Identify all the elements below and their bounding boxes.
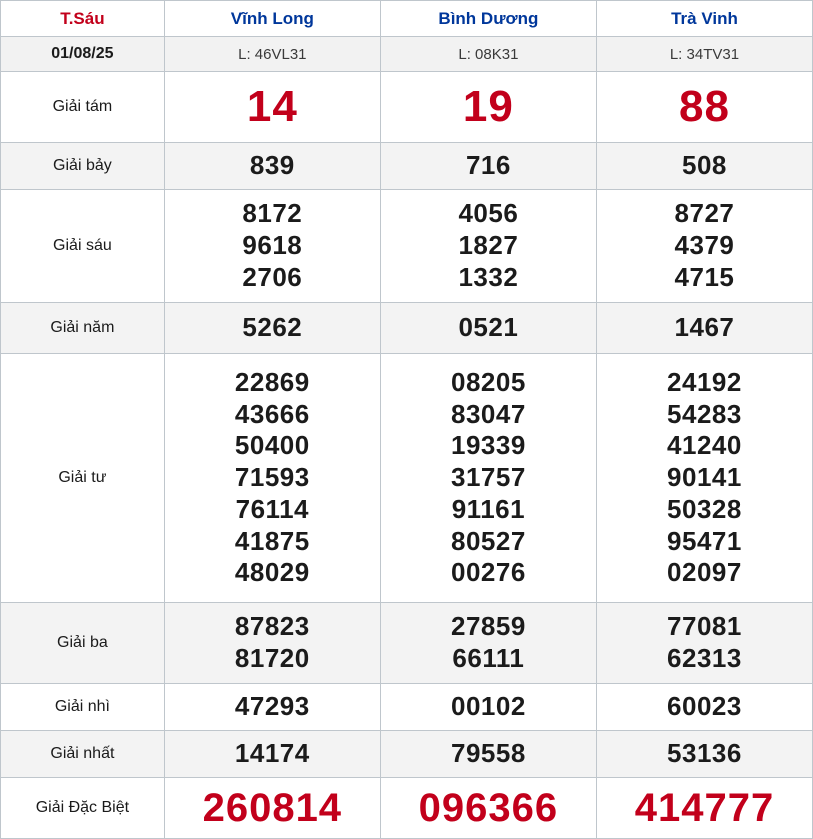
prize-numbers	[164, 303, 380, 354]
prize-numbers	[380, 684, 596, 731]
prize-row	[1, 143, 813, 190]
prize-label: Giải tám	[1, 72, 165, 143]
ticket-code-1: L: 46VL31	[164, 37, 380, 72]
prize-numbers	[596, 684, 812, 731]
prize-label: Giải năm	[1, 303, 165, 354]
prize-number: 60023	[667, 691, 742, 722]
prize-numbers	[380, 190, 596, 303]
prize-numbers	[596, 303, 812, 354]
prize-number: 08205	[450, 366, 526, 397]
prize-row	[1, 354, 813, 603]
prize-number: 4379	[674, 230, 735, 261]
prize-row	[1, 684, 813, 731]
prize-numbers	[596, 143, 812, 190]
prize-row	[1, 190, 813, 303]
prize-number: 22869	[234, 366, 310, 397]
prize-number: 14174	[234, 738, 310, 769]
prize-number: 54283	[667, 398, 742, 429]
prize-number: 91161	[451, 493, 526, 524]
date-code-row	[1, 37, 813, 72]
prize-numbers	[596, 190, 812, 303]
prize-numbers	[380, 72, 596, 143]
prize-number: 14	[246, 81, 298, 131]
prize-number: 1332	[458, 261, 519, 292]
prize-number: 00102	[450, 691, 526, 722]
prize-number: 95471	[667, 525, 742, 556]
prize-number: 2706	[242, 261, 303, 292]
prize-numbers	[380, 778, 596, 839]
prize-number: 508	[682, 150, 727, 181]
prize-row	[1, 778, 813, 839]
prize-number: 414777	[634, 785, 775, 830]
prize-row	[1, 603, 813, 684]
prize-number: 5262	[242, 312, 303, 343]
prize-numbers	[596, 603, 812, 684]
prize-number: 87823	[234, 611, 310, 642]
ticket-code-2: L: 08K31	[380, 37, 596, 72]
prize-number: 76114	[235, 493, 310, 524]
prize-number: 79558	[450, 738, 526, 769]
prize-numbers	[380, 731, 596, 778]
prize-number: 48029	[234, 557, 310, 588]
prize-number: 1467	[674, 312, 735, 343]
prize-number: 260814	[202, 785, 343, 830]
prize-numbers	[164, 603, 380, 684]
prize-label: Giải tư	[1, 354, 165, 603]
prize-number: 71593	[234, 462, 310, 493]
prize-number: 24192	[667, 366, 742, 397]
prize-number: 50328	[667, 493, 742, 524]
prize-number: 66111	[452, 643, 525, 673]
header-weekday	[1, 1, 165, 37]
weekday-label: T.Sáu	[60, 8, 105, 28]
prize-numbers	[380, 303, 596, 354]
prize-numbers	[380, 354, 596, 603]
prize-number: 81720	[234, 643, 310, 673]
prize-number: 50400	[234, 430, 310, 461]
header-province-1: Vĩnh Long	[164, 1, 380, 37]
prize-numbers	[596, 354, 812, 603]
prize-number: 90141	[667, 462, 742, 493]
prize-numbers	[596, 731, 812, 778]
prize-number: 43666	[234, 398, 310, 429]
prize-number: 716	[465, 150, 511, 181]
prize-numbers	[596, 778, 812, 839]
prize-number: 27859	[450, 611, 526, 642]
prize-number: 47293	[234, 691, 310, 722]
prize-label: Giải Đặc Biệt	[1, 778, 165, 839]
prize-label: Giải bảy	[1, 143, 165, 190]
prize-row	[1, 731, 813, 778]
prize-number: 53136	[667, 738, 742, 769]
prize-number: 80527	[450, 525, 526, 556]
ticket-code-3: L: 34TV31	[596, 37, 812, 72]
prize-number: 8172	[242, 198, 303, 229]
prize-number: 00276	[450, 557, 526, 588]
prize-number: 41875	[234, 525, 310, 556]
prize-number: 19	[462, 81, 514, 131]
prize-number: 4056	[458, 198, 519, 229]
prize-number: 839	[249, 150, 295, 181]
prize-row	[1, 72, 813, 143]
prize-numbers	[164, 354, 380, 603]
prize-numbers	[164, 72, 380, 143]
table-header-row	[1, 1, 813, 37]
draw-date: 01/08/25	[1, 37, 165, 72]
prize-number: 9618	[242, 230, 303, 261]
prize-numbers	[596, 72, 812, 143]
prize-number: 19339	[450, 430, 526, 461]
prize-numbers	[380, 603, 596, 684]
prize-number: 02097	[667, 557, 742, 588]
prize-number: 62313	[667, 643, 742, 673]
prize-numbers	[164, 778, 380, 839]
prize-number: 0521	[458, 312, 519, 343]
prize-row	[1, 303, 813, 354]
prize-number: 31757	[450, 462, 526, 493]
prize-number: 41240	[667, 430, 742, 461]
header-province-3: Trà Vinh	[596, 1, 812, 37]
prize-number: 4715	[674, 261, 735, 292]
header-province-2: Bình Dương	[380, 1, 596, 37]
prize-number: 1827	[458, 230, 519, 261]
prize-numbers	[164, 143, 380, 190]
prize-number: 83047	[450, 398, 526, 429]
prize-numbers	[380, 143, 596, 190]
prize-number: 77081	[667, 611, 742, 642]
prize-number: 88	[678, 81, 730, 131]
prize-label: Giải sáu	[1, 190, 165, 303]
prize-label: Giải nhất	[1, 731, 165, 778]
prize-number: 096366	[418, 785, 559, 830]
prize-label: Giải nhì	[1, 684, 165, 731]
prize-numbers	[164, 731, 380, 778]
prize-numbers	[164, 190, 380, 303]
prize-numbers	[164, 684, 380, 731]
prize-label: Giải ba	[1, 603, 165, 684]
prize-number: 8727	[674, 198, 735, 229]
